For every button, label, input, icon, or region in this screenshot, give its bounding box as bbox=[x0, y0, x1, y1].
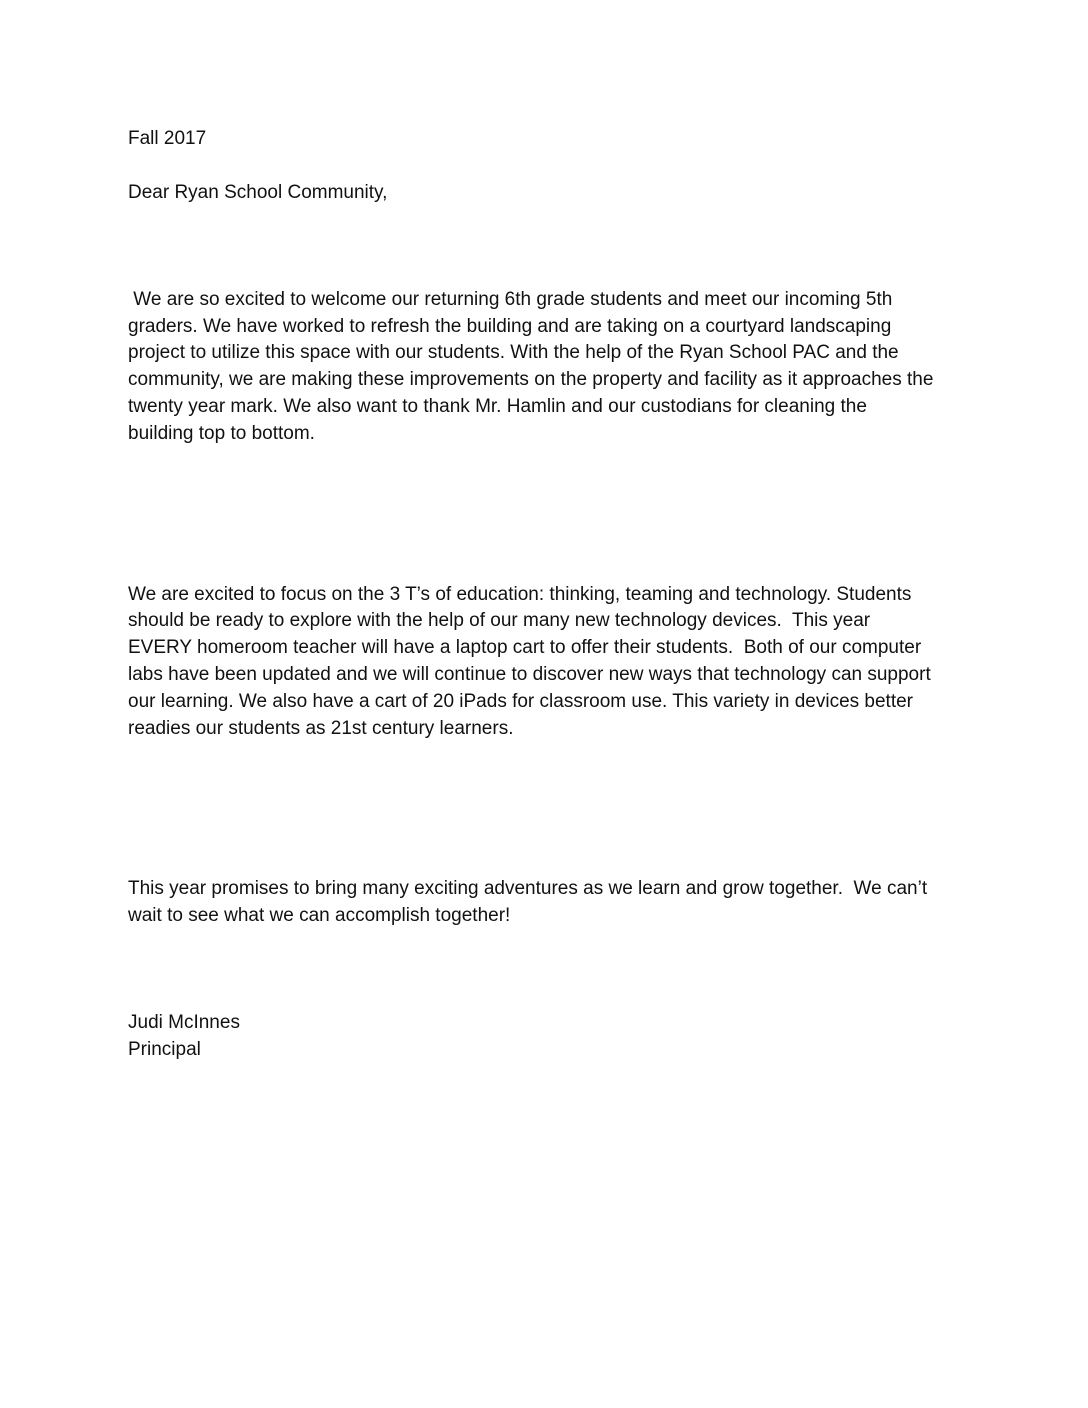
signature-title: Principal bbox=[128, 1039, 201, 1061]
paragraph-line: community, we are making these improvements on the property and facility as it approaches the bbox=[128, 369, 934, 391]
paragraph-line: We are so excited to welcome our returning 6th grade students and meet our incoming 5th bbox=[128, 288, 893, 310]
letter-salutation: Dear Ryan School Community, bbox=[128, 181, 388, 203]
paragraph-line: project to utilize this space with our students. With the help of the Ryan School PAC and the bbox=[128, 342, 899, 364]
paragraph-technology bbox=[128, 528, 978, 796]
paragraph-line: labs have been updated and we will continue to discover new ways that technology can support bbox=[128, 663, 931, 685]
paragraph-line: We are excited to focus on the 3 T’s of education: thinking, teaming and technology. Students bbox=[128, 583, 912, 605]
paragraph-line: building top to bottom. bbox=[128, 422, 315, 444]
paragraph-welcome bbox=[128, 233, 978, 501]
paragraph-line: readies our students as 21st century learners. bbox=[128, 717, 514, 739]
signature-block bbox=[128, 1010, 978, 1064]
paragraph-line: This year promises to bring many exciting adventures as we learn and grow together. We can’t bbox=[128, 878, 928, 900]
paragraph-line: wait to see what we can accomplish together! bbox=[128, 905, 511, 927]
paragraph-line: graders. We have worked to refresh the building and are taking on a courtyard landscaping bbox=[128, 315, 892, 337]
letter-body bbox=[128, 126, 978, 1064]
signature-name: Judi McInnes bbox=[128, 1012, 240, 1034]
paragraph-line: should be ready to explore with the help of our many new technology devices. This year bbox=[128, 610, 871, 632]
letter-date: Fall 2017 bbox=[128, 128, 207, 149]
paragraph-line: twenty year mark. We also want to thank Mr. Hamlin and our custodians for cleaning the bbox=[128, 395, 867, 417]
paragraph-closing bbox=[128, 823, 978, 984]
paragraph-line: EVERY homeroom teacher will have a laptop cart to offer their students. Both of our computer bbox=[128, 637, 922, 659]
paragraph-line: our learning. We also have a cart of 20 iPads for classroom use. This variety in devices better bbox=[128, 690, 914, 712]
